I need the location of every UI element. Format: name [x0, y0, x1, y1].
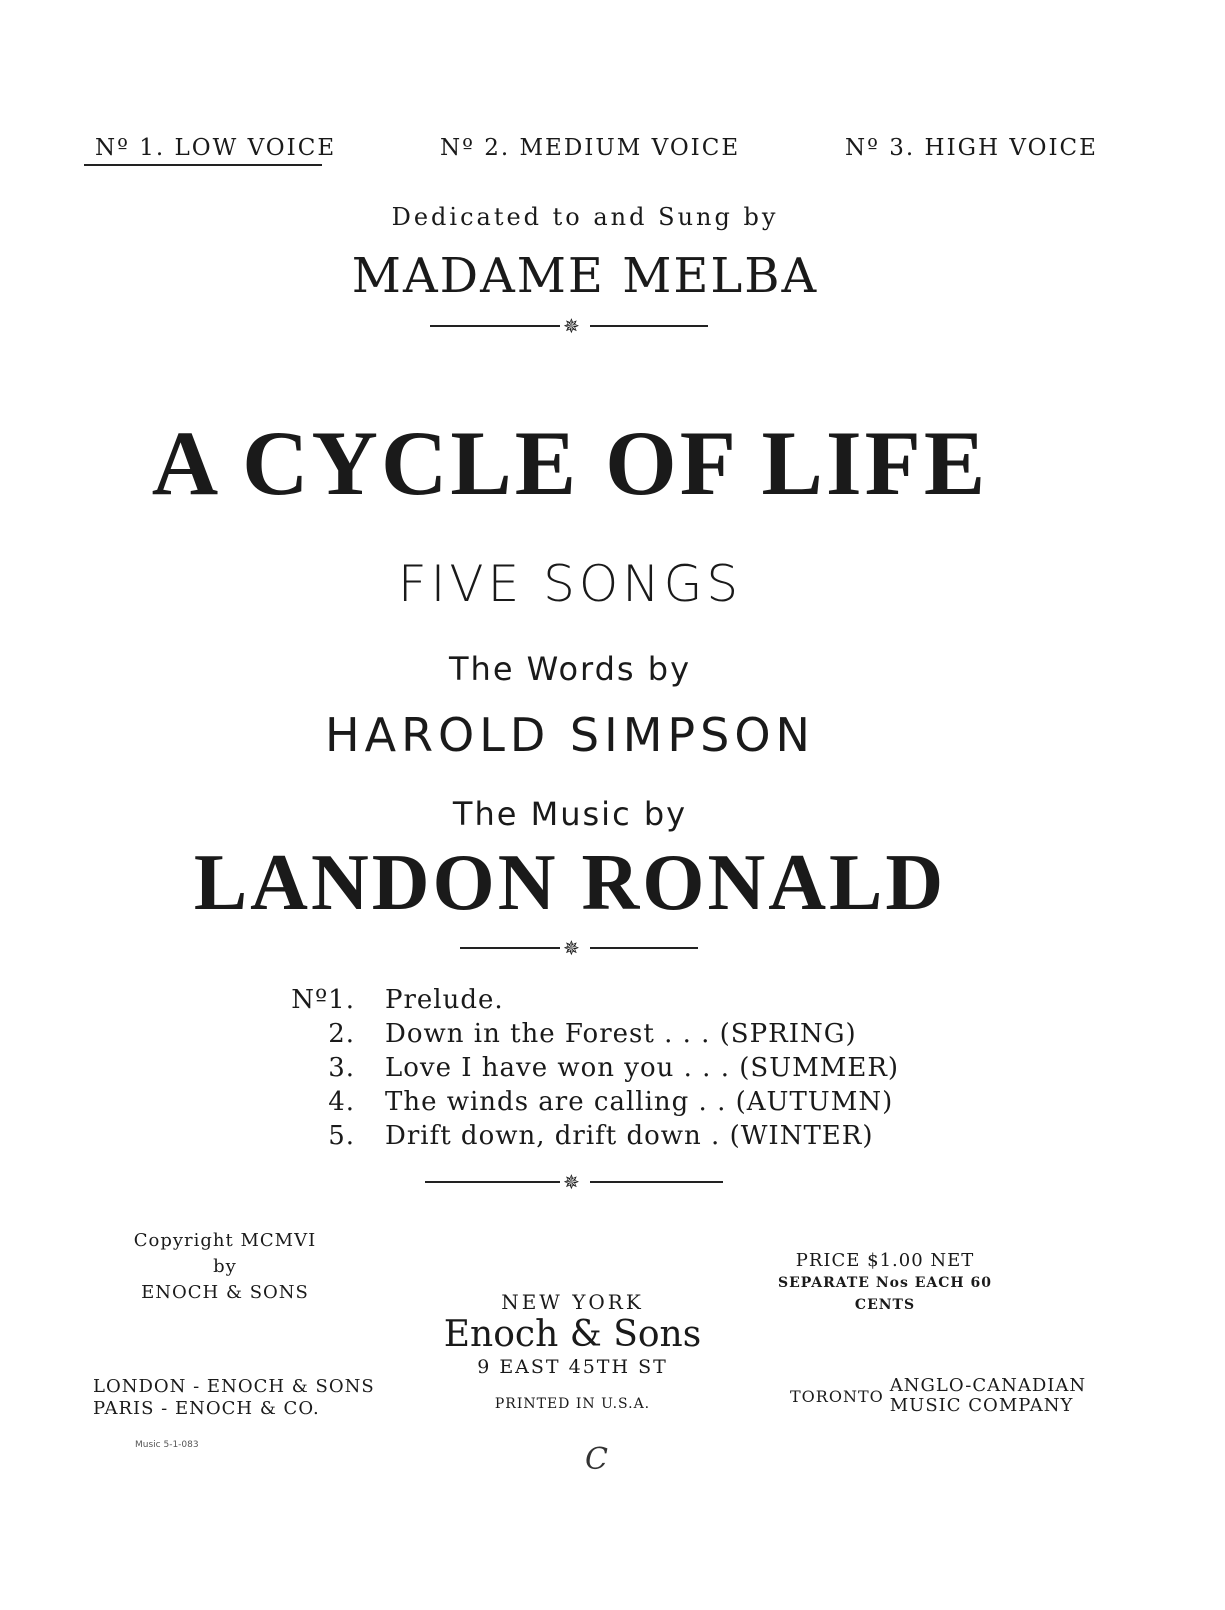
toronto-block — [790, 1376, 1086, 1416]
toronto-company: ANGLO-CANADIAN MUSIC COMPANY — [889, 1375, 1087, 1416]
song-list — [280, 985, 899, 1155]
voice-low: Nº 1. LOW VOICE — [95, 135, 337, 161]
price-separate: SEPARATE Nos EACH 60 CENTS — [778, 1275, 992, 1313]
song-item: 3. Love I have won you . . . (SUMMER) — [328, 1053, 900, 1083]
song-item: Nº1. Prelude. — [291, 985, 504, 1015]
dedicatee: MADAME MELBA — [351, 248, 819, 304]
publisher-name: Enoch & Sons — [443, 1314, 702, 1355]
publisher-block — [420, 1290, 725, 1412]
lyricist: HAROLD SIMPSON — [325, 708, 815, 762]
copyright-by: by — [213, 1256, 237, 1277]
publisher-address: 9 EAST 45TH ST — [477, 1356, 668, 1378]
voice-high: Nº 3. HIGH VOICE — [845, 135, 1098, 161]
ornament-divider-top: ✵ — [430, 316, 710, 336]
agents-block — [93, 1376, 375, 1420]
copyright-line: Copyright MCMVI — [133, 1230, 317, 1251]
publisher-city: NEW YORK — [501, 1290, 644, 1314]
song-item: 2. Down in the Forest . . . (SPRING) — [328, 1019, 857, 1049]
words-by-label: The Words by — [448, 650, 692, 688]
price-net: PRICE $1.00 NET — [795, 1250, 975, 1271]
composer: LANDON RONALD — [193, 839, 947, 927]
ornament-divider-middle: ✵ — [460, 938, 700, 958]
ornament-divider-bottom: ✵ — [425, 1172, 725, 1192]
subtitle: FIVE SONGS — [397, 555, 743, 613]
music-by-label: The Music by — [452, 795, 688, 833]
song-item: 5. Drift down, drift down . (WINTER) — [328, 1121, 874, 1151]
paris-agent: PARIS - ENOCH & CO. — [93, 1398, 320, 1419]
toronto-label: TORONTO — [790, 1386, 884, 1406]
london-agent: LONDON - ENOCH & SONS — [93, 1376, 375, 1397]
copyright-block — [110, 1228, 340, 1306]
dedication: Dedicated to and Sung by — [391, 203, 779, 231]
library-stamp: Music 5-1-083 — [135, 1440, 199, 1450]
voice-underline — [84, 164, 322, 166]
copyright-owner: ENOCH & SONS — [141, 1282, 309, 1303]
price-block — [755, 1250, 1015, 1316]
song-item: 4. The winds are calling . . (AUTUMN) — [328, 1087, 894, 1117]
voice-medium: Nº 2. MEDIUM VOICE — [440, 135, 741, 161]
printed-in: PRINTED IN U.S.A. — [494, 1396, 651, 1412]
title: A CYCLE OF LIFE — [151, 412, 989, 514]
handwritten-mark: C — [585, 1442, 608, 1477]
